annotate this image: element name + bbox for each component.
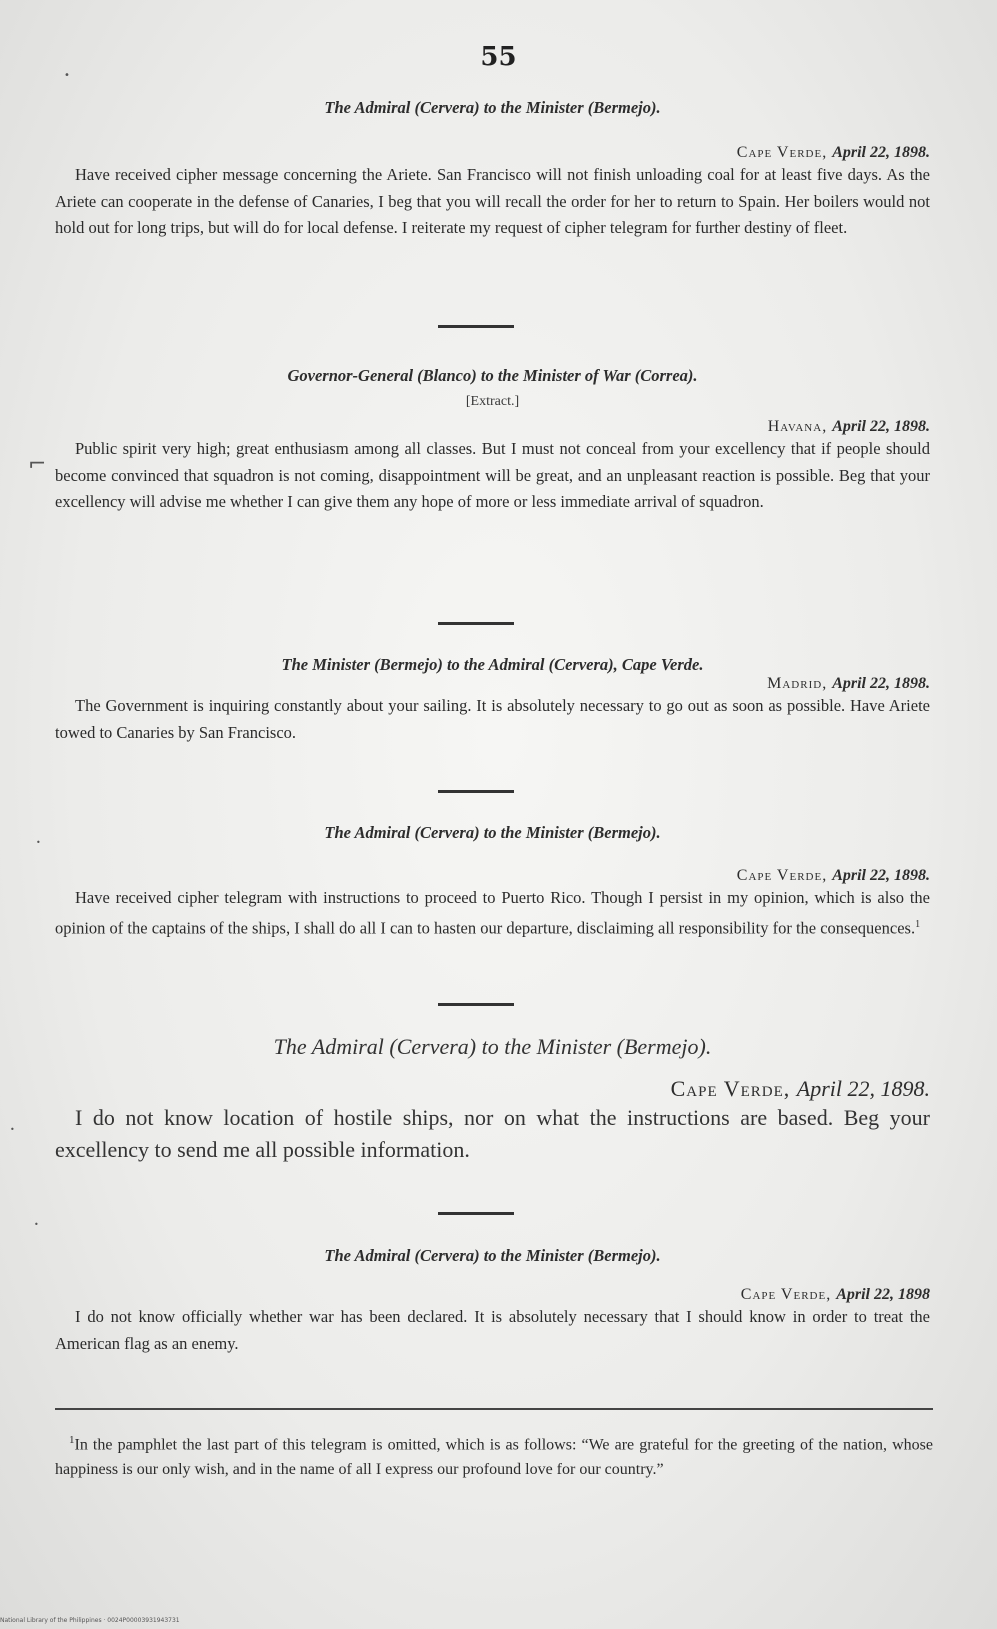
- dot-mark-icon: •: [64, 70, 70, 81]
- telegram-body-text: Have received cipher telegram with instructions to proceed to Puerto Rico. Though I persist in my opinion, which is also the opinion of the captains of the ships, I shall do all I can to hasten our departure, disclaiming all responsibility for the consequences.: [55, 888, 930, 937]
- telegram-body: I do not know location of hostile ships, nor on what the instructions are based. Beg your excellency to send me all possible information.: [55, 1105, 930, 1162]
- telegram-dateline: [55, 418, 930, 436]
- dot-mark-icon: •: [10, 1125, 15, 1134]
- footnote-text: In the pamphlet the last part of this telegram is omitted, which is as follows: “We are grateful for the greeting of the nation, whose happiness is our only wish, and in the name of all I express our profound love for our country.”: [55, 1436, 933, 1479]
- section-divider: [438, 790, 514, 793]
- telegram-body: I do not know officially whether war has been declared. It is absolutely necessary that I should know in order to treat the American flag as an enemy.: [55, 1307, 930, 1353]
- telegram-header: The Admiral (Cervera) to the Minister (Bermejo).: [324, 823, 661, 842]
- section-divider: [438, 622, 514, 625]
- dateline-date: April 22, 1898.: [832, 867, 930, 884]
- dateline-place: Cape Verde,: [670, 1076, 791, 1101]
- footnote: [55, 1428, 933, 1482]
- dateline-place: Cape Verde,: [736, 144, 828, 161]
- telegram-header: Governor-General (Blanco) to the Minister of War (Correa).: [287, 366, 698, 385]
- footnote-reference[interactable]: 1: [915, 918, 921, 930]
- dateline-place: Madrid,: [767, 675, 828, 692]
- telegram-section-3: [55, 655, 930, 746]
- section-divider: [438, 1003, 514, 1006]
- telegram-dateline: [55, 675, 930, 693]
- scan-footer-strip: National Library of the Philippines · 0024P00003931943731: [0, 1617, 180, 1624]
- section-divider: [438, 325, 514, 328]
- page-number: 55: [480, 42, 517, 72]
- telegram-body: [55, 885, 930, 942]
- telegram-body: The Government is inquiring constantly about your sailing. It is absolutely necessary to go out as soon as possible. Have Ariete towed to Canaries by San Francisco.: [55, 696, 930, 742]
- dateline-date: April 22, 1898: [836, 1286, 930, 1303]
- dateline-date: April 22, 1898.: [832, 675, 930, 692]
- footnote-marker: 1: [69, 1434, 75, 1446]
- dot-mark-icon: •: [36, 838, 41, 847]
- dateline-date: April 22, 1898.: [832, 418, 930, 435]
- telegram-section-4: [55, 823, 930, 942]
- telegram-dateline: [55, 1286, 930, 1304]
- telegram-section-1: [55, 98, 930, 242]
- telegram-section-5: [55, 1034, 930, 1166]
- telegram-header: The Admiral (Cervera) to the Minister (Bermejo).: [324, 98, 661, 117]
- telegram-dateline: [55, 867, 930, 885]
- telegram-header: The Admiral (Cervera) to the Minister (Bermejo).: [324, 1246, 661, 1265]
- telegram-header: The Minister (Bermejo) to the Admiral (Cervera), Cape Verde.: [281, 655, 704, 674]
- dot-mark-icon: •: [34, 1220, 39, 1229]
- telegram-header: The Admiral (Cervera) to the Minister (Bermejo).: [273, 1034, 712, 1059]
- dateline-place: Cape Verde,: [740, 1286, 832, 1303]
- telegram-section-6: [55, 1246, 930, 1357]
- telegram-body: Public spirit very high; great enthusiasm among all classes. But I must not conceal from your excellency that if people should become convinced that squadron is not coming, disappointment will be great, and an unpleasant reaction is possible. Beg that your excellency will advise me whether I can give them any hope of more or less immediate arrival of squadron.: [55, 439, 930, 511]
- telegram-dateline: [55, 1076, 930, 1102]
- telegram-body: Have received cipher message concerning the Ariete. San Francisco will not finish unloading coal for at least five days. As the Ariete can cooperate in the defense of Canaries, I beg that you will recall the order for her to return to Spain. Her boilers would not hold out for long trips, but will do for local defense. I reiterate my request of cipher telegram for further destiny of fleet.: [55, 165, 930, 237]
- dateline-place: Cape Verde,: [736, 867, 828, 884]
- telegram-dateline: [55, 144, 930, 162]
- section-divider: [438, 1212, 514, 1215]
- footnote-divider: [55, 1408, 933, 1410]
- extract-note: [Extract.]: [465, 394, 520, 409]
- dateline-place: Havana,: [767, 418, 828, 435]
- dateline-date: April 22, 1898.: [796, 1076, 930, 1101]
- bracket-mark-icon: ⌐: [28, 452, 47, 477]
- dateline-date: April 22, 1898.: [832, 144, 930, 161]
- telegram-section-2: [55, 366, 930, 516]
